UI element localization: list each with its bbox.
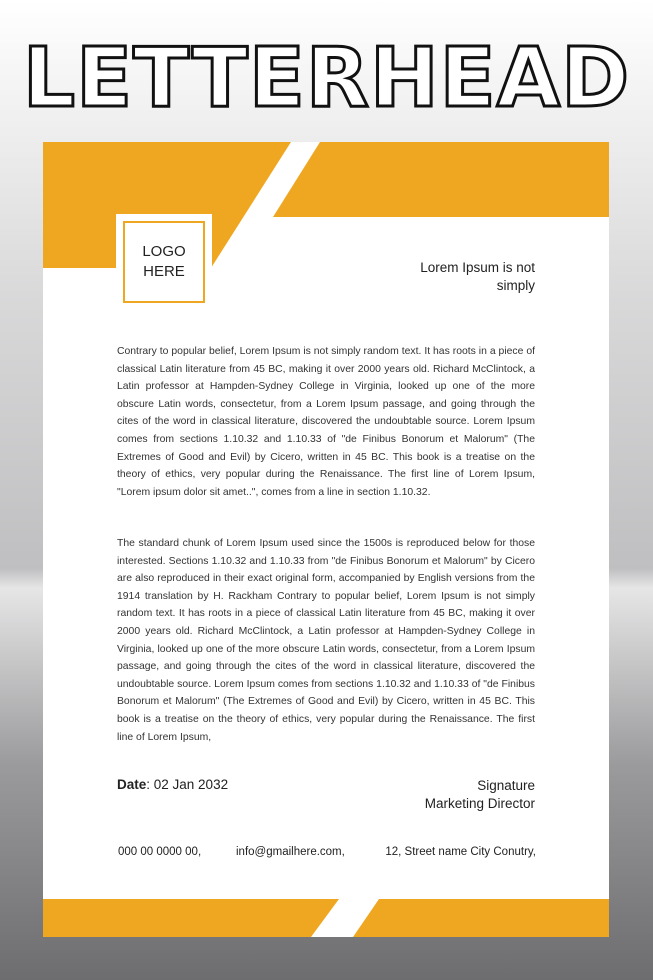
header-tagline-line-2: simply — [496, 278, 535, 293]
date-line — [117, 777, 228, 792]
footer-band-right — [353, 899, 609, 937]
header-tagline-line-1: Lorem Ipsum is not — [420, 260, 535, 275]
date-value: : 02 Jan 2032 — [146, 777, 229, 792]
footer-band-left — [43, 899, 339, 937]
logo-placeholder — [116, 214, 212, 310]
signature-title: Marketing Director — [424, 796, 535, 811]
header-band-right — [273, 142, 609, 217]
logo-line-1: LOGO — [142, 243, 186, 260]
contact-email: info@gmailhere.com, — [236, 846, 345, 858]
letterhead-sheet — [43, 142, 609, 937]
header-tagline — [365, 259, 535, 295]
contact-phone: 000 00 0000 00, — [118, 846, 202, 858]
body-paragraph-2: The standard chunk of Lorem Ipsum used since the 1500s is reproduced below for those interested. Sections 1.10.32 and 1.10.33 from "de Finibus Bonorum et Malorum" by Cicero are also reproduced in their exact original form, accompanied by English versions from the 1914 translation by H. Rackham Contrary to popular belief, Lorem Ipsum is not simply random text. It has roots in a piece of classical Latin literature from 45 BC, making it over 2000 years old. Richard McClintock, a Latin professor at Hampden-Sydney College in Virginia, looked up one of the more obscure Latin words, consectetur, from a Lorem Ipsum passage, and going through the cites of the word in classical literature, discovered the undoubtable source. Lorem Ipsum comes from sections 1.10.32 and 1.10.33 of "de Finibus Bonorum et Malorum" (The Extremes of Good and Evil) by Cicero, written in 45 BC. This book is a treatise on the theory of ethics, very popular during the Renaissance. The first line of Lorem Ipsum, — [117, 538, 535, 743]
body-paragraph-1: Contrary to popular belief, Lorem Ipsum is not simply random text. It has roots in a piece of classical Latin literature from 45 BC, making it over 2000 years old. Richard McClintock, a Latin professor at Hampden-Sydney College in Virginia, looked up one of the more obscure Latin words, consectetur, from a Lorem Ipsum passage, and going through the cites of the word in classical literature, discovered the undoubtable source. Lorem Ipsum comes from sections 1.10.32 and 1.10.33 of "de Finibus Bonorum et Malorum" (The Extremes of Good and Evil) by Cicero, written in 45 BC. This book is a treatise on the theory of ethics, very popular during the Renaissance. The first line of Lorem Ipsum, "Lorem ipsum dolor sit amet..", comes from a line in section 1.10.32. — [117, 346, 535, 498]
letterhead-title: LETTERHEAD — [22, 31, 631, 126]
logo-frame — [123, 221, 205, 303]
contact-address: 12, Street name City Conutry, — [385, 846, 536, 858]
logo-line-2: HERE — [143, 263, 185, 280]
signature-label: Signature — [477, 778, 535, 793]
signature-block — [425, 777, 535, 813]
date-label: Date — [117, 777, 147, 792]
